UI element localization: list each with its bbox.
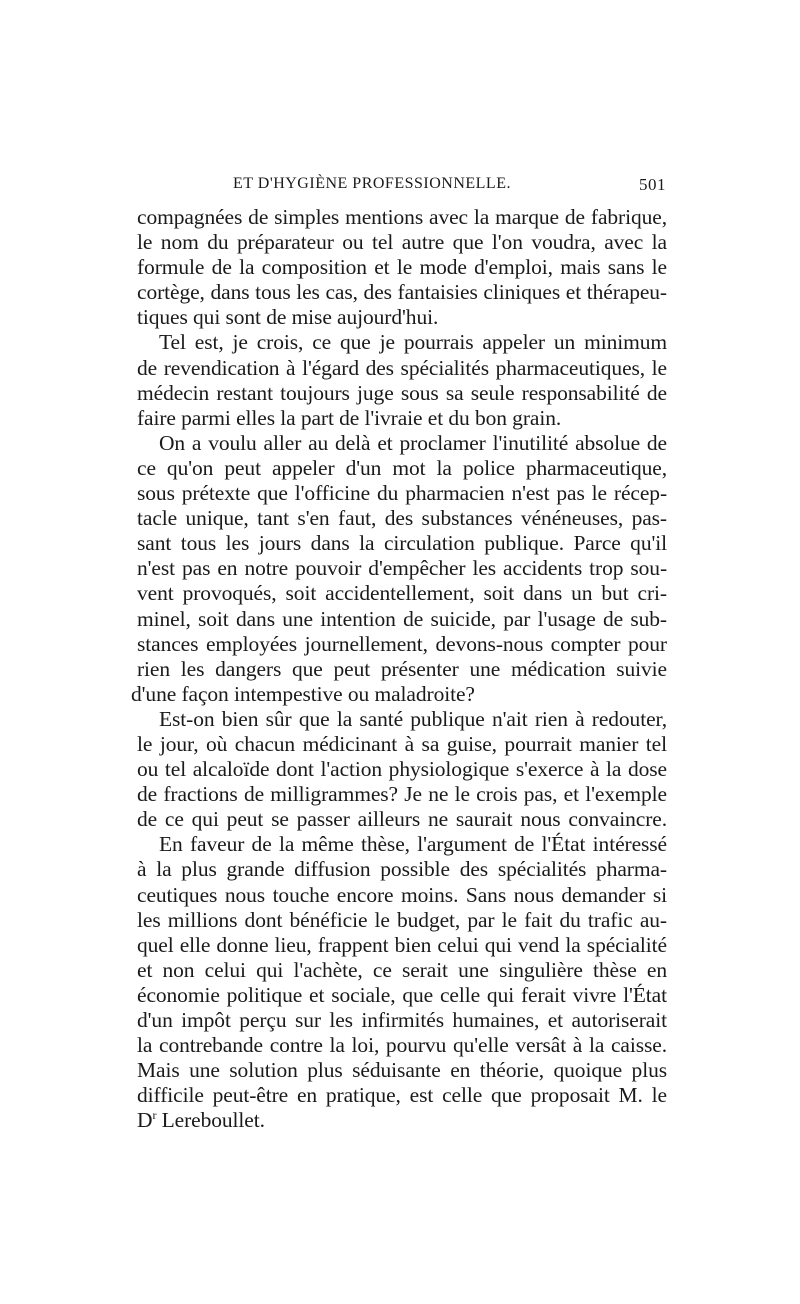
text-line: le nom du préparateur ou tel autre que l'on voudra, avec la <box>137 230 667 255</box>
text-line: minel, soit dans une intention de suicide, par l'usage de sub- <box>137 606 667 631</box>
text-line: de ce qui peut se passer ailleurs ne saurait nous convaincre. <box>137 807 667 832</box>
text-line: stances employées journellement, devons-nous compter pour <box>137 631 667 656</box>
doctor-abbrev-superscript: r <box>152 1108 157 1123</box>
text-line: les millions dont bénéficie le budget, par le fait du trafic au- <box>137 907 667 932</box>
text-line: la contrebande contre la loi, pourvu qu'elle versât à la caisse. <box>137 1033 667 1058</box>
text-line: vent provoqués, soit accidentellement, soit dans un but cri- <box>137 581 667 606</box>
text-line: quel elle donne lieu, frappent bien celui qui vend la spécialité <box>137 932 667 957</box>
running-header <box>138 175 666 199</box>
text-line: ou tel alcaloïde dont l'action physiologique s'exerce à la dose <box>137 757 667 782</box>
text-line: médecin restant toujours juge sous sa seule responsabilité de <box>137 380 667 405</box>
running-title: ET D'HYGIÈNE PROFESSIONNELLE. <box>233 175 511 192</box>
text-line: cortège, dans tous les cas, des fantaisies cliniques et thérapeu- <box>137 280 667 305</box>
text-line: rien les dangers que peut présenter une médication suivie <box>137 656 667 681</box>
text-line: sant tous les jours dans la circulation publique. Parce qu'il <box>137 531 667 556</box>
text-line: sous prétexte que l'officine du pharmacien n'est pas le récep- <box>137 481 667 506</box>
text-line: Tel est, je crois, ce que je pourrais appeler un minimum <box>159 330 667 355</box>
text-line: d'un impôt perçu sur les infirmités humaines, et autoriserait <box>137 1008 667 1032</box>
text-line: tiques qui sont de mise aujourd'hui. <box>137 305 439 330</box>
text-line: économie politique et sociale, que celle qui ferait vivre l'État <box>137 982 667 1007</box>
text-line: de fractions de milligrammes? Je ne le crois pas, et l'exemple <box>137 782 667 807</box>
text-line: et non celui qui l'achète, ce serait une singulière thèse en <box>137 957 667 982</box>
text-line: de revendication à l'égard des spécialités pharmaceutiques, le <box>137 355 667 380</box>
text-line: Est-on bien sûr que la santé publique n'ait rien à redouter, <box>159 706 667 731</box>
text-line: faire parmi elles la part de l'ivraie et du bon grain. <box>137 405 562 430</box>
text-line: On a voulu aller au delà et proclamer l'inutilité absolue de <box>159 430 667 455</box>
text-line: d'une façon intempestive ou maladroite? <box>131 681 475 706</box>
final-line <box>137 1108 667 1133</box>
text-line: En faveur de la même thèse, l'argument de l'État intéressé <box>159 832 667 857</box>
text-line: ce qu'on peut appeler d'un mot la police pharmaceutique, <box>137 455 667 480</box>
page-number: 501 <box>639 175 666 194</box>
text-line: difficile peut-être en pratique, est celle que proposait M. le <box>137 1083 667 1108</box>
text-line: tacle unique, tant s'en faut, des substances vénéneuses, pas- <box>137 506 667 531</box>
text-line: Mais une solution plus séduisante en théorie, quoique plus <box>137 1058 667 1083</box>
body-text <box>131 205 667 1133</box>
doctor-abbrev: D <box>137 1108 153 1133</box>
text-line: à la plus grande diffusion possible des spécialités pharma- <box>137 857 667 882</box>
text-line: compagnées de simples mentions avec la marque de fabrique, <box>137 205 667 229</box>
text-line: n'est pas en notre pouvoir d'empêcher les accidents trop sou- <box>137 556 667 581</box>
author-name: Lereboullet. <box>156 1108 265 1133</box>
text-line: formule de la composition et le mode d'emploi, mais sans le <box>137 255 667 280</box>
text-line: le jour, où chacun médicinant à sa guise, pourrait manier tel <box>137 731 667 756</box>
text-line: ceutiques nous touche encore moins. Sans nous demander si <box>137 882 667 907</box>
